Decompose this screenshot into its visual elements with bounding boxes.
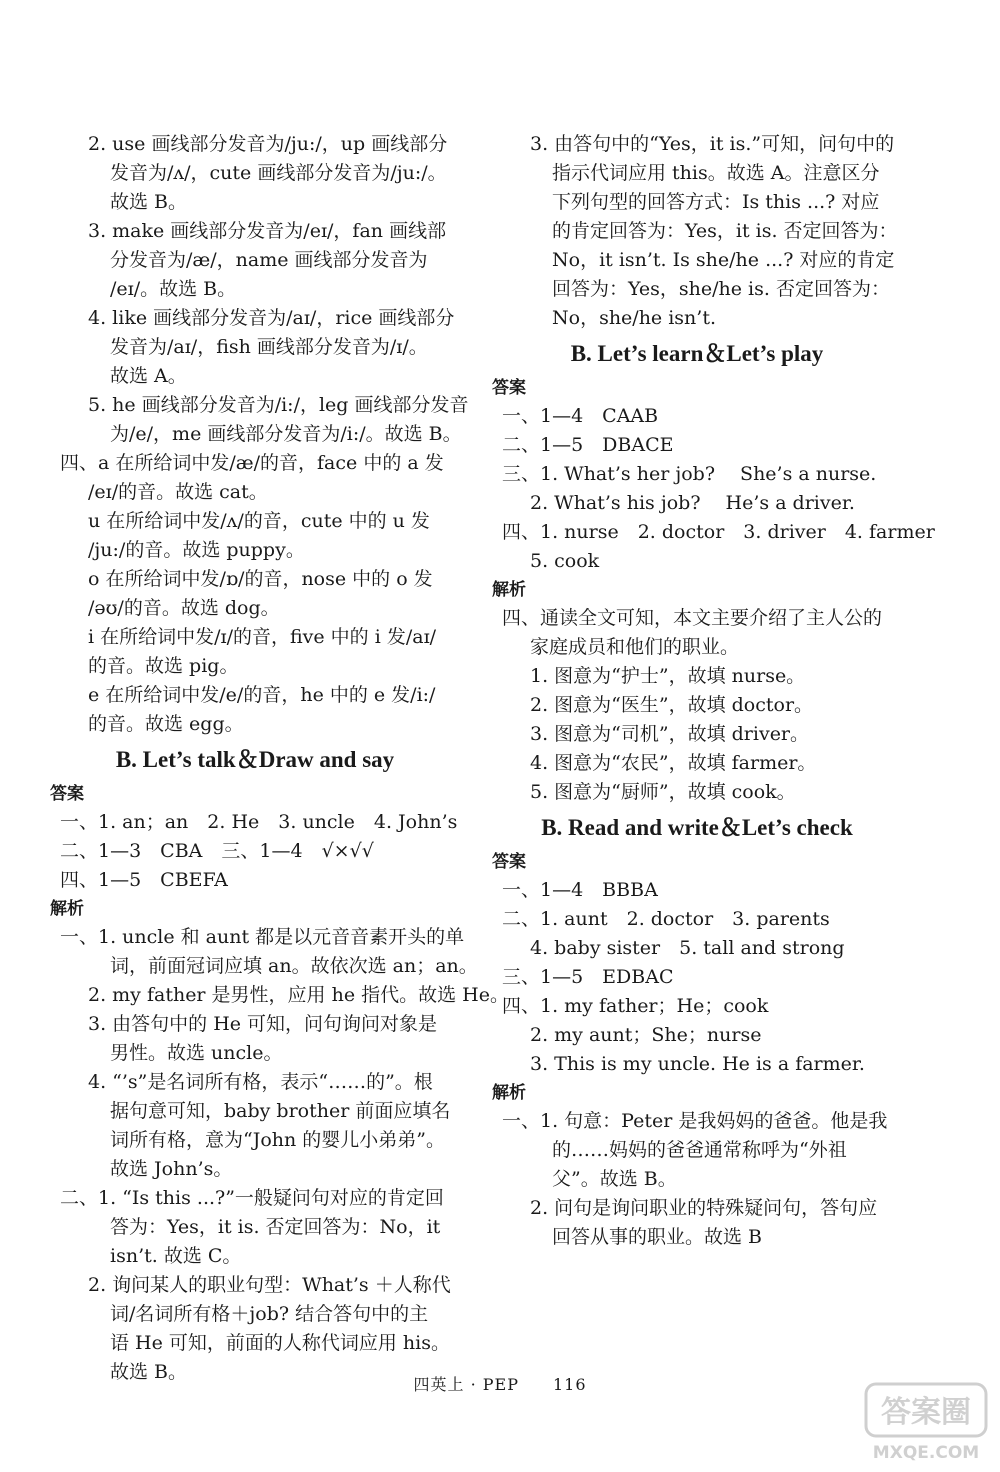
text-line: 3. This is my uncle. He is a farmer. [530, 1053, 865, 1075]
text-line: u 在所给词中发/ʌ/的音，cute 中的 u 发 [88, 510, 430, 532]
text-line: 回答从事的职业。故选 B [552, 1226, 763, 1248]
watermark-url: MXQE.COM [872, 1443, 980, 1463]
section-label: 答案 [492, 378, 526, 398]
text-line: 一、1—4 BBBA [502, 879, 658, 901]
text-line: 下列句型的回答方式：Is this ...? 对应 [552, 191, 880, 213]
section-label: 解析 [492, 580, 526, 600]
text-line: 语 He 可知，前面的人称代词应用 his。 [110, 1332, 450, 1354]
text-line: 一、1—4 CAAB [502, 405, 659, 427]
text-line: 分发音为/æ/，name 画线部分发音为 [110, 249, 428, 271]
text-line: 回答为：Yes，she/he is. 否定回答为： [552, 278, 890, 300]
text-line: 的音。故选 pig。 [88, 655, 239, 677]
text-line: 发音为/aɪ/，fish 画线部分发音为/ɪ/。 [110, 336, 428, 358]
left-column [50, 130, 509, 1387]
text-line: 故选 B。 [110, 1361, 188, 1383]
text-line: i 在所给词中发/ɪ/的音，five 中的 i 发/aɪ/ [88, 626, 437, 648]
text-line: 2. 问句是询问职业的特殊疑问句，答句应 [530, 1197, 878, 1219]
text-line: isn’t. 故选 C。 [110, 1245, 242, 1267]
text-line: /eɪ/的音。故选 cat。 [88, 481, 268, 503]
text-line: No，it isn’t. Is she/he ...? 对应的肯定 [552, 249, 895, 271]
text-line: 5. he 画线部分发音为/i:/，leg 画线部分发音 [88, 394, 469, 416]
text-line: 三、1. What’s her job? She’s a nurse. [502, 463, 877, 485]
text-line: 3. 由答句中的 He 可知，问句询问对象是 [88, 1013, 438, 1035]
text-line: 家庭成员和他们的职业。 [530, 636, 740, 658]
text-line: 据句意可知，baby brother 前面应填名 [110, 1100, 451, 1122]
text-line: 四、a 在所给词中发/æ/的音，face 中的 a 发 [60, 452, 444, 474]
text-line: 词，前面冠词应填 an。故依次选 an；an。 [110, 955, 478, 977]
watermark-cn: 答案圈 [881, 1395, 971, 1430]
text-line: No，she/he isn’t. [552, 307, 716, 329]
text-line: 为/e/，me 画线部分发音为/i:/。故选 B。 [110, 423, 462, 445]
text-line: /eɪ/。故选 B。 [110, 278, 237, 300]
text-line: 四、1. my father；He；cook [502, 995, 769, 1017]
text-line: 2. 图意为“医生”，故填 doctor。 [530, 694, 814, 716]
text-line: 一、1. an；an 2. He 3. uncle 4. John’s [60, 811, 458, 833]
text-line: 1. 图意为“护士”，故填 nurse。 [530, 665, 806, 687]
text-line: 的……妈妈的爸爸通常称呼为“外祖 [552, 1139, 847, 1161]
text-line: 2. use 画线部分发音为/ju:/，up 画线部分 [88, 133, 448, 155]
text-line: 4. “’s”是名词所有格，表示“……的”。根 [88, 1071, 433, 1093]
section-label: 答案 [492, 852, 526, 872]
text-line: 指示代词应用 this。故选 A。注意区分 [552, 162, 880, 184]
watermark-logo [862, 1380, 990, 1464]
text-line: 2. 询问某人的职业句型：What’s ＋人称代 [88, 1274, 451, 1296]
text-line: 3. 图意为“司机”，故填 driver。 [530, 723, 810, 745]
text-line: 3. 由答句中的“Yes，it is.”可知，问句中的 [530, 133, 895, 155]
text-line: 故选 A。 [110, 365, 187, 387]
text-line: 一、1. 句意：Peter 是我妈妈的爸爸。他是我 [502, 1110, 888, 1132]
text-line: 二、1—5 DBACE [502, 434, 674, 456]
text-line: o 在所给词中发/ɒ/的音，nose 中的 o 发 [88, 568, 433, 590]
text-line: /ju:/的音。故选 puppy。 [88, 539, 305, 561]
text-line: 二、1—3 CBA 三、1—4 √×√√ [60, 840, 374, 862]
section-label: 答案 [50, 784, 84, 804]
section-heading: B. Read and write＆Let’s check [541, 815, 853, 840]
text-line: 故选 John’s。 [110, 1158, 233, 1180]
text-line: 5. cook [530, 550, 600, 572]
right-column [492, 130, 935, 1252]
text-line: 词/名词所有格＋job? 结合答句中的主 [110, 1303, 429, 1325]
text-line: 3. make 画线部分发音为/eɪ/，fan 画线部 [88, 220, 447, 242]
section-label: 解析 [492, 1083, 526, 1103]
text-line: 发音为/ʌ/，cute 画线部分发音为/ju:/。 [110, 162, 447, 184]
text-line: 2. my father 是男性，应用 he 指代。故选 He。 [88, 984, 509, 1006]
text-line: 4. baby sister 5. tall and strong [530, 937, 845, 959]
text-line: 5. 图意为“厨师”，故填 cook。 [530, 781, 796, 803]
text-line: 二、1. “Is this ...?”一般疑问句对应的肯定回 [60, 1187, 444, 1209]
text-line: 二、1. aunt 2. doctor 3. parents [502, 908, 830, 930]
page-footer: 四英上 · PEP 116 [413, 1375, 587, 1394]
text-line: /əʊ/的音。故选 dog。 [88, 597, 280, 619]
text-line: 答为：Yes，it is. 否定回答为：No，it [110, 1216, 441, 1238]
text-line: 男性。故选 uncle。 [110, 1042, 283, 1064]
text-line: 的肯定回答为：Yes，it is. 否定回答为： [552, 220, 898, 242]
text-line: 四、1. nurse 2. doctor 3. driver 4. farmer [502, 521, 935, 543]
text-line: 父”。故选 B。 [552, 1168, 677, 1190]
text-line: 2. my aunt；She；nurse [530, 1024, 762, 1046]
text-line: 一、1. uncle 和 aunt 都是以元音音素开头的单 [60, 926, 465, 948]
section-heading: B. Let’s learn＆Let’s play [570, 341, 824, 366]
section-label: 解析 [50, 899, 84, 919]
section-heading: B. Let’s talk＆Draw and say [115, 747, 395, 772]
text-line: 4. 图意为“农民”，故填 farmer。 [530, 752, 817, 774]
text-line: 四、通读全文可知，本文主要介绍了主人公的 [502, 607, 883, 629]
text-line: 4. like 画线部分发音为/aɪ/，rice 画线部分 [88, 307, 455, 329]
text-line: 的音。故选 egg。 [88, 713, 244, 735]
text-line: 三、1—5 EDBAC [502, 966, 674, 988]
text-line: 2. What’s his job? He’s a driver. [530, 492, 855, 514]
text-line: 故选 B。 [110, 191, 188, 213]
text-line: 词所有格，意为“John 的婴儿小弟弟”。 [110, 1129, 445, 1151]
text-line: e 在所给词中发/e/的音，he 中的 e 发/i:/ [88, 684, 436, 706]
text-line: 四、1—5 CBEFA [60, 869, 228, 891]
